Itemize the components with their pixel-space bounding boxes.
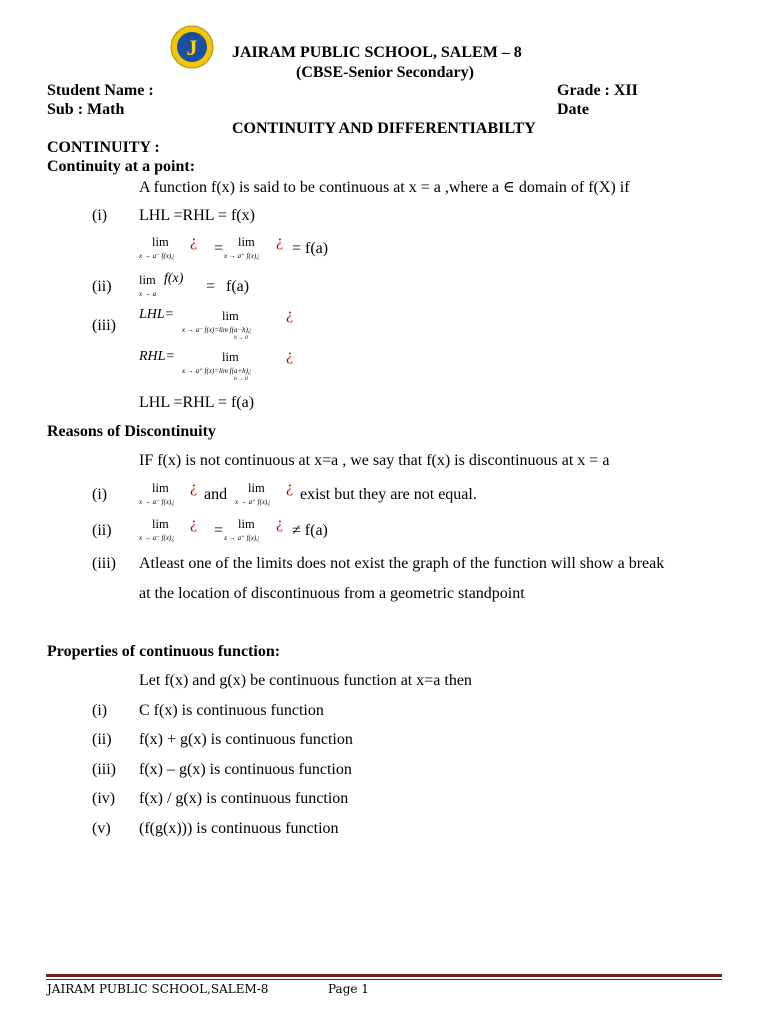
topic-title: CONTINUITY AND DIFFERENTIABILTY — [232, 120, 536, 137]
lim-subscript: x → a⁺ f(x)¿ — [235, 498, 271, 506]
property-text: f(x) – g(x) is continuous function — [139, 761, 352, 778]
marker-glyph: ¿ — [286, 479, 294, 496]
lim-word: lim — [222, 309, 239, 323]
footer-rule — [46, 979, 722, 980]
lim-word: lim — [152, 235, 169, 249]
reason-text: exist but they are not equal. — [300, 486, 477, 503]
reason-text: ≠ f(a) — [292, 522, 328, 539]
lhl-label: LHL= — [139, 307, 175, 322]
logo-letter: J — [186, 35, 198, 60]
continuity-intro: A function f(x) is said to be continuous at x = a ,where a ∈ domain of f(X) if — [139, 179, 630, 196]
property-text: f(x) / g(x) is continuous function — [139, 790, 349, 807]
reason-text: Atleast one of the limits does not exist the graph of the function will show a break — [139, 555, 665, 572]
marker-glyph: ¿ — [190, 479, 198, 496]
footer-page-number: Page 1 — [328, 982, 369, 996]
condition-text: LHL =RHL = f(x) — [139, 207, 255, 224]
equals-sign: = — [214, 522, 224, 539]
footer-school: JAIRAM PUBLIC SCHOOL,SALEM-8 — [47, 982, 269, 996]
lim-word: lim — [238, 517, 255, 531]
lim-subscript: x → a⁻ f(x)¿ — [139, 534, 175, 542]
marker-glyph: ¿ — [286, 347, 294, 364]
properties-intro: Let f(x) and g(x) be continuous function at x=a then — [139, 672, 472, 689]
condition-text: LHL =RHL = f(a) — [139, 394, 255, 411]
marker-glyph: ¿ — [190, 233, 198, 250]
lim-subscript: x → a⁺ f(x)¿ — [224, 252, 260, 260]
lim-subscript: x → a⁺ f(x)=lim f(a+h)¿ — [182, 367, 252, 375]
lim-fx: f(x) — [164, 271, 184, 286]
property-num: (i) — [92, 702, 108, 719]
marker-glyph: ¿ — [286, 306, 294, 323]
property-num: (iv) — [92, 790, 116, 807]
date-label: Date — [557, 101, 589, 118]
property-text: f(x) + g(x) is continuous function — [139, 731, 353, 748]
reason-num: (iii) — [92, 555, 116, 572]
continuity-subheading: Continuity at a point: — [47, 158, 196, 175]
h-subscript: h → 0 — [234, 335, 248, 341]
properties-heading: Properties of continuous function: — [47, 643, 281, 660]
condition-text: f(a) — [226, 278, 250, 295]
rhl-label: RHL= — [139, 349, 175, 364]
lim-word: lim — [248, 481, 265, 495]
school-name: JAIRAM PUBLIC SCHOOL, SALEM – 8 — [232, 44, 522, 61]
equals-sign: = — [214, 240, 224, 257]
condition-num: (iii) — [92, 317, 116, 334]
equals-fa: = f(a) — [292, 240, 329, 257]
reason-num: (i) — [92, 486, 108, 503]
equals-sign: = — [206, 278, 216, 295]
lim-word: lim — [222, 350, 239, 364]
and-text: and — [204, 486, 228, 503]
lim-subscript: x → a⁻ f(x)=lim f(a−h)¿ — [182, 326, 252, 334]
property-text: (f(g(x))) is continuous function — [139, 820, 339, 837]
marker-glyph: ¿ — [276, 515, 284, 532]
marker-glyph: ¿ — [276, 233, 284, 250]
lim-word: lim — [139, 273, 156, 287]
grade-label: Grade : XII — [557, 82, 638, 99]
continuity-heading: CONTINUITY : — [47, 139, 160, 156]
lim-word: lim — [152, 481, 169, 495]
board-name: (CBSE-Senior Secondary) — [296, 64, 474, 81]
footer-rule — [46, 974, 722, 977]
h-subscript: h → 0 — [234, 376, 248, 382]
discontinuity-intro: IF f(x) is not continuous at x=a , we say that f(x) is discontinuous at x = a — [139, 452, 610, 469]
lim-word: lim — [152, 517, 169, 531]
lim-subscript: x → a⁻ f(x)¿ — [139, 498, 175, 506]
school-logo — [170, 24, 214, 70]
discontinuity-heading: Reasons of Discontinuity — [47, 423, 216, 440]
property-num: (v) — [92, 820, 111, 837]
property-num: (iii) — [92, 761, 116, 778]
lim-subscript: x → a⁺ f(x)¿ — [224, 534, 260, 542]
property-text: C f(x) is continuous function — [139, 702, 324, 719]
condition-num: (ii) — [92, 278, 112, 295]
property-num: (ii) — [92, 731, 112, 748]
lim-subscript: x → a — [139, 290, 157, 298]
reason-num: (ii) — [92, 522, 112, 539]
lim-subscript: x → a⁻ f(x)¿ — [139, 252, 175, 260]
student-name-label: Student Name : — [47, 82, 154, 99]
subject-label: Sub : Math — [47, 101, 125, 118]
lim-word: lim — [238, 235, 255, 249]
marker-glyph: ¿ — [190, 515, 198, 532]
reason-text: at the location of discontinuous from a geometric standpoint — [139, 585, 525, 602]
condition-num: (i) — [92, 207, 108, 224]
